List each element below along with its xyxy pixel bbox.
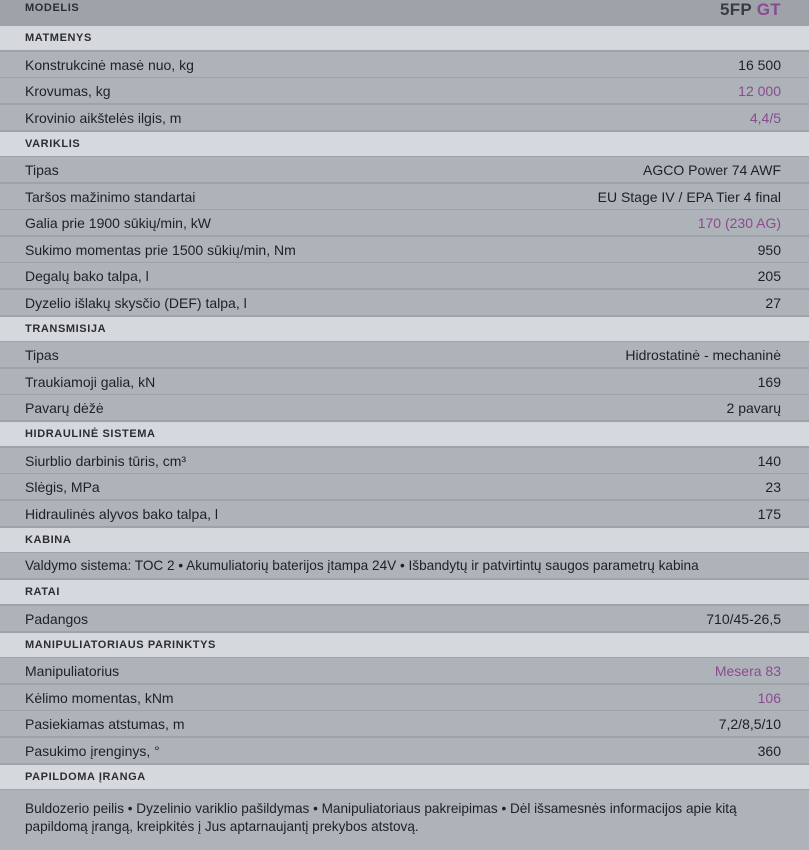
spec-row-text [0, 553, 809, 578]
spec-label: Padangos [25, 610, 89, 627]
spec-value: 710/45-26,5 [706, 610, 781, 627]
spec-row [0, 606, 809, 631]
section-header-kabina: KABINA [0, 528, 809, 552]
spec-row [0, 52, 809, 77]
spec-label: Taršos mažinimo standartai [25, 188, 196, 205]
spec-label: Dyzelio išlakų skysčio (DEF) talpa, l [25, 294, 247, 311]
spec-label: Degalų bako talpa, l [25, 268, 149, 284]
spec-row-text [0, 790, 809, 850]
spec-row [0, 184, 809, 209]
model-name-suffix: GT [756, 0, 781, 19]
spec-label: Traukiamoji galia, kN [25, 373, 156, 390]
spec-label: Pasiekiamas atstumas, m [25, 716, 185, 732]
spec-value: EU Stage IV / EPA Tier 4 final [597, 188, 781, 205]
section-header-matmenys: MATMENYS [0, 26, 809, 50]
spec-value: 12 000 [738, 83, 781, 99]
spec-label: Tipas [25, 347, 59, 363]
spec-label: Tipas [25, 162, 59, 178]
spec-row [0, 237, 809, 262]
spec-row [0, 157, 809, 182]
section-header-hidraulika: HIDRAULINĖ SISTEMA [0, 422, 809, 446]
spec-label: Pasukimo įrenginys, ° [25, 742, 160, 759]
model-name-main: 5FP [719, 0, 752, 19]
spec-row [0, 369, 809, 394]
spec-label: Siurblio darbinis tūris, cm³ [25, 452, 187, 469]
spec-row [0, 342, 809, 367]
spec-value: 205 [757, 268, 781, 284]
spec-row [0, 210, 809, 235]
spec-label: Manipuliatorius [25, 663, 120, 679]
spec-row [0, 395, 809, 420]
spec-label: Kėlimo momentas, kNm [25, 689, 174, 706]
spec-value: 175 [757, 505, 781, 522]
section-header-variklis: VARIKLIS [0, 132, 809, 156]
spec-row [0, 263, 809, 288]
spec-label: Sukimo momentas prie 1500 sūkių/min, Nm [25, 241, 296, 258]
section-header-transmisija: TRANSMISIJA [0, 317, 809, 341]
spec-label: Krovinio aikštelės ilgis, m [25, 109, 182, 126]
section-header-papildoma: PAPILDOMA ĮRANGA [0, 765, 809, 789]
spec-label: Pavarų dėžė [25, 400, 104, 416]
kabina-text: Valdymo sistema: TOC 2 • Akumuliatorių baterijos įtampa 24V • Išbandytų ir patvirtintų saugos parametrų kabina [25, 558, 699, 573]
spec-row [0, 738, 809, 763]
spec-label: Konstrukcinė masė nuo, kg [25, 56, 194, 73]
spec-value: 16 500 [738, 56, 781, 73]
spec-value: 170 (230 AG) [697, 215, 781, 231]
section-header-manipuliatorius: MANIPULIATORIAUS PARINKTYS [0, 633, 809, 657]
spec-value: AGCO Power 74 AWF [643, 162, 781, 178]
spec-value: 140 [757, 452, 781, 469]
spec-label: Krovumas, kg [25, 83, 111, 99]
spec-value: Hidrostatinė - mechaninė [625, 347, 781, 363]
spec-value: 950 [757, 241, 781, 258]
spec-label: Slėgis, MPa [25, 479, 100, 495]
spec-value: 7,2/8,5/10 [718, 716, 781, 732]
spec-value: 360 [757, 742, 781, 759]
spec-row [0, 711, 809, 736]
model-name [720, 0, 781, 20]
spec-row [0, 685, 809, 710]
spec-value: 169 [757, 373, 781, 390]
spec-value: 106 [757, 689, 781, 706]
model-header [0, 0, 809, 24]
spec-value: 4,4/5 [749, 109, 781, 126]
spec-value: 23 [765, 479, 781, 495]
spec-row [0, 290, 809, 315]
section-header-ratai: RATAI [0, 580, 809, 604]
model-header-label: MODELIS [25, 2, 80, 14]
spec-row [0, 501, 809, 526]
spec-row [0, 658, 809, 683]
spec-value: Mesera 83 [714, 663, 781, 679]
spec-row [0, 474, 809, 499]
spec-value: 2 pavarų [726, 400, 781, 416]
papildoma-text: Buldozerio peilis • Dyzelinio variklio pašildymas • Manipuliatoriaus pakreipimas • Dėl išsamesnės informacijos apie kitą papildomą įrangą, kreipkitės į Jus aptarnaujantį prekybos atstovą. [25, 801, 737, 834]
spec-row [0, 448, 809, 473]
spec-label: Galia prie 1900 sūkių/min, kW [25, 215, 211, 231]
spec-row [0, 105, 809, 130]
spec-row [0, 78, 809, 103]
spec-value: 27 [765, 294, 781, 311]
spec-label: Hidraulinės alyvos bako talpa, l [25, 505, 218, 522]
